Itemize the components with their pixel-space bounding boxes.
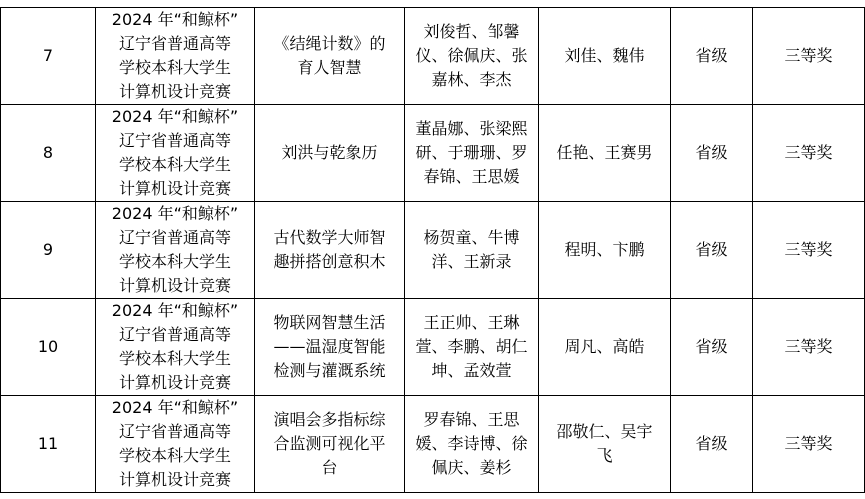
competition-name-cell [96,105,255,202]
awards-table-body [1,8,865,493]
row-number-cell: 11 [1,396,96,493]
competition-name-line: 学校本科大学生 [118,58,231,77]
advisors-cell [539,396,671,493]
project-title-line: 趣拼搭创意积木 [273,252,386,271]
project-title-line: 检测与灌溉系统 [273,361,386,380]
advisors-line: 飞 [596,446,613,465]
table-row [1,396,865,493]
competition-name-line: 辽宁省普通高等 [118,228,231,247]
competition-name-line: 辽宁省普通高等 [118,131,231,150]
advisors-line: 任艳、王赛男 [556,143,653,162]
competition-name-cell [96,299,255,396]
students-line: 刘俊哲、邹馨 [423,22,520,41]
students-cell [405,396,539,493]
students-line: 媛、李诗博、徐 [415,434,528,453]
project-title-cell [255,396,405,493]
competition-name-line: 计算机设计竞赛 [118,373,231,392]
competition-name-line: 计算机设计竞赛 [118,470,231,489]
competition-name-line: 2024 年“和鲸杯” [111,398,239,417]
award-grade-cell: 三等奖 [753,8,865,105]
advisors-cell [539,202,671,299]
project-title-line: 刘洪与乾象历 [281,143,378,162]
advisors-line: 刘佳、魏伟 [564,46,645,65]
students-cell [405,202,539,299]
award-grade-cell: 三等奖 [753,299,865,396]
table-row [1,8,865,105]
competition-name-line: 学校本科大学生 [118,155,231,174]
award-level-cell: 省级 [671,8,753,105]
competition-name-line: 计算机设计竞赛 [118,179,231,198]
project-title-line: 《结绳计数》的 [273,34,386,53]
awards-table [0,7,865,493]
project-title-line: 台 [321,458,338,477]
competition-name-line: 学校本科大学生 [118,349,231,368]
table-row [1,299,865,396]
row-number-cell: 7 [1,8,96,105]
competition-name-line: 计算机设计竞赛 [118,82,231,101]
students-line: 佩庆、姜杉 [431,458,512,477]
advisors-cell [539,8,671,105]
award-grade-cell: 三等奖 [753,105,865,202]
competition-name-line: 2024 年“和鲸杯” [111,204,239,223]
project-title-line: 育人智慧 [297,58,362,77]
students-line: 春锦、王思媛 [423,167,520,186]
project-title-line: 物联网智慧生活 [273,313,386,332]
students-line: 罗春锦、王思 [423,410,520,429]
award-level-cell: 省级 [671,396,753,493]
competition-name-line: 2024 年“和鲸杯” [111,301,239,320]
award-grade-cell: 三等奖 [753,396,865,493]
advisors-line: 程明、卞鹏 [564,240,645,259]
project-title-cell [255,105,405,202]
competition-name-line: 辽宁省普通高等 [118,325,231,344]
competition-name-line: 学校本科大学生 [118,252,231,271]
project-title-line: ——温湿度智能 [273,337,386,356]
competition-name-cell [96,8,255,105]
advisors-line: 周凡、高皓 [564,337,645,356]
project-title-cell [255,202,405,299]
students-line: 研、于珊珊、罗 [415,143,528,162]
students-line: 董晶娜、张梁熙 [415,119,528,138]
competition-name-line: 2024 年“和鲸杯” [111,10,239,29]
students-line: 王正帅、王琳 [423,313,520,332]
row-number-cell: 10 [1,299,96,396]
students-line: 坤、孟效萱 [431,361,512,380]
row-number-cell: 8 [1,105,96,202]
students-line: 萱、李鹏、胡仁 [415,337,528,356]
row-number-cell: 9 [1,202,96,299]
competition-name-cell [96,202,255,299]
students-line: 嘉林、李杰 [431,70,512,89]
students-cell [405,105,539,202]
award-level-cell: 省级 [671,105,753,202]
table-row [1,202,865,299]
award-grade-cell: 三等奖 [753,202,865,299]
project-title-line: 古代数学大师智 [273,228,386,247]
students-line: 杨贺童、牛博 [423,228,520,247]
project-title-cell [255,8,405,105]
students-cell [405,8,539,105]
advisors-cell [539,105,671,202]
project-title-line: 演唱会多指标综 [273,410,386,429]
project-title-line: 合监测可视化平 [273,434,386,453]
students-line: 仪、徐佩庆、张 [415,46,528,65]
advisors-line: 邵敬仁、吴宇 [556,422,653,441]
competition-name-line: 学校本科大学生 [118,446,231,465]
students-cell [405,299,539,396]
table-row [1,105,865,202]
competition-name-line: 2024 年“和鲸杯” [111,107,239,126]
award-level-cell: 省级 [671,202,753,299]
award-level-cell: 省级 [671,299,753,396]
competition-name-cell [96,396,255,493]
competition-name-line: 辽宁省普通高等 [118,422,231,441]
competition-name-line: 计算机设计竞赛 [118,276,231,295]
advisors-cell [539,299,671,396]
students-line: 洋、王新录 [431,252,512,271]
competition-name-line: 辽宁省普通高等 [118,34,231,53]
project-title-cell [255,299,405,396]
